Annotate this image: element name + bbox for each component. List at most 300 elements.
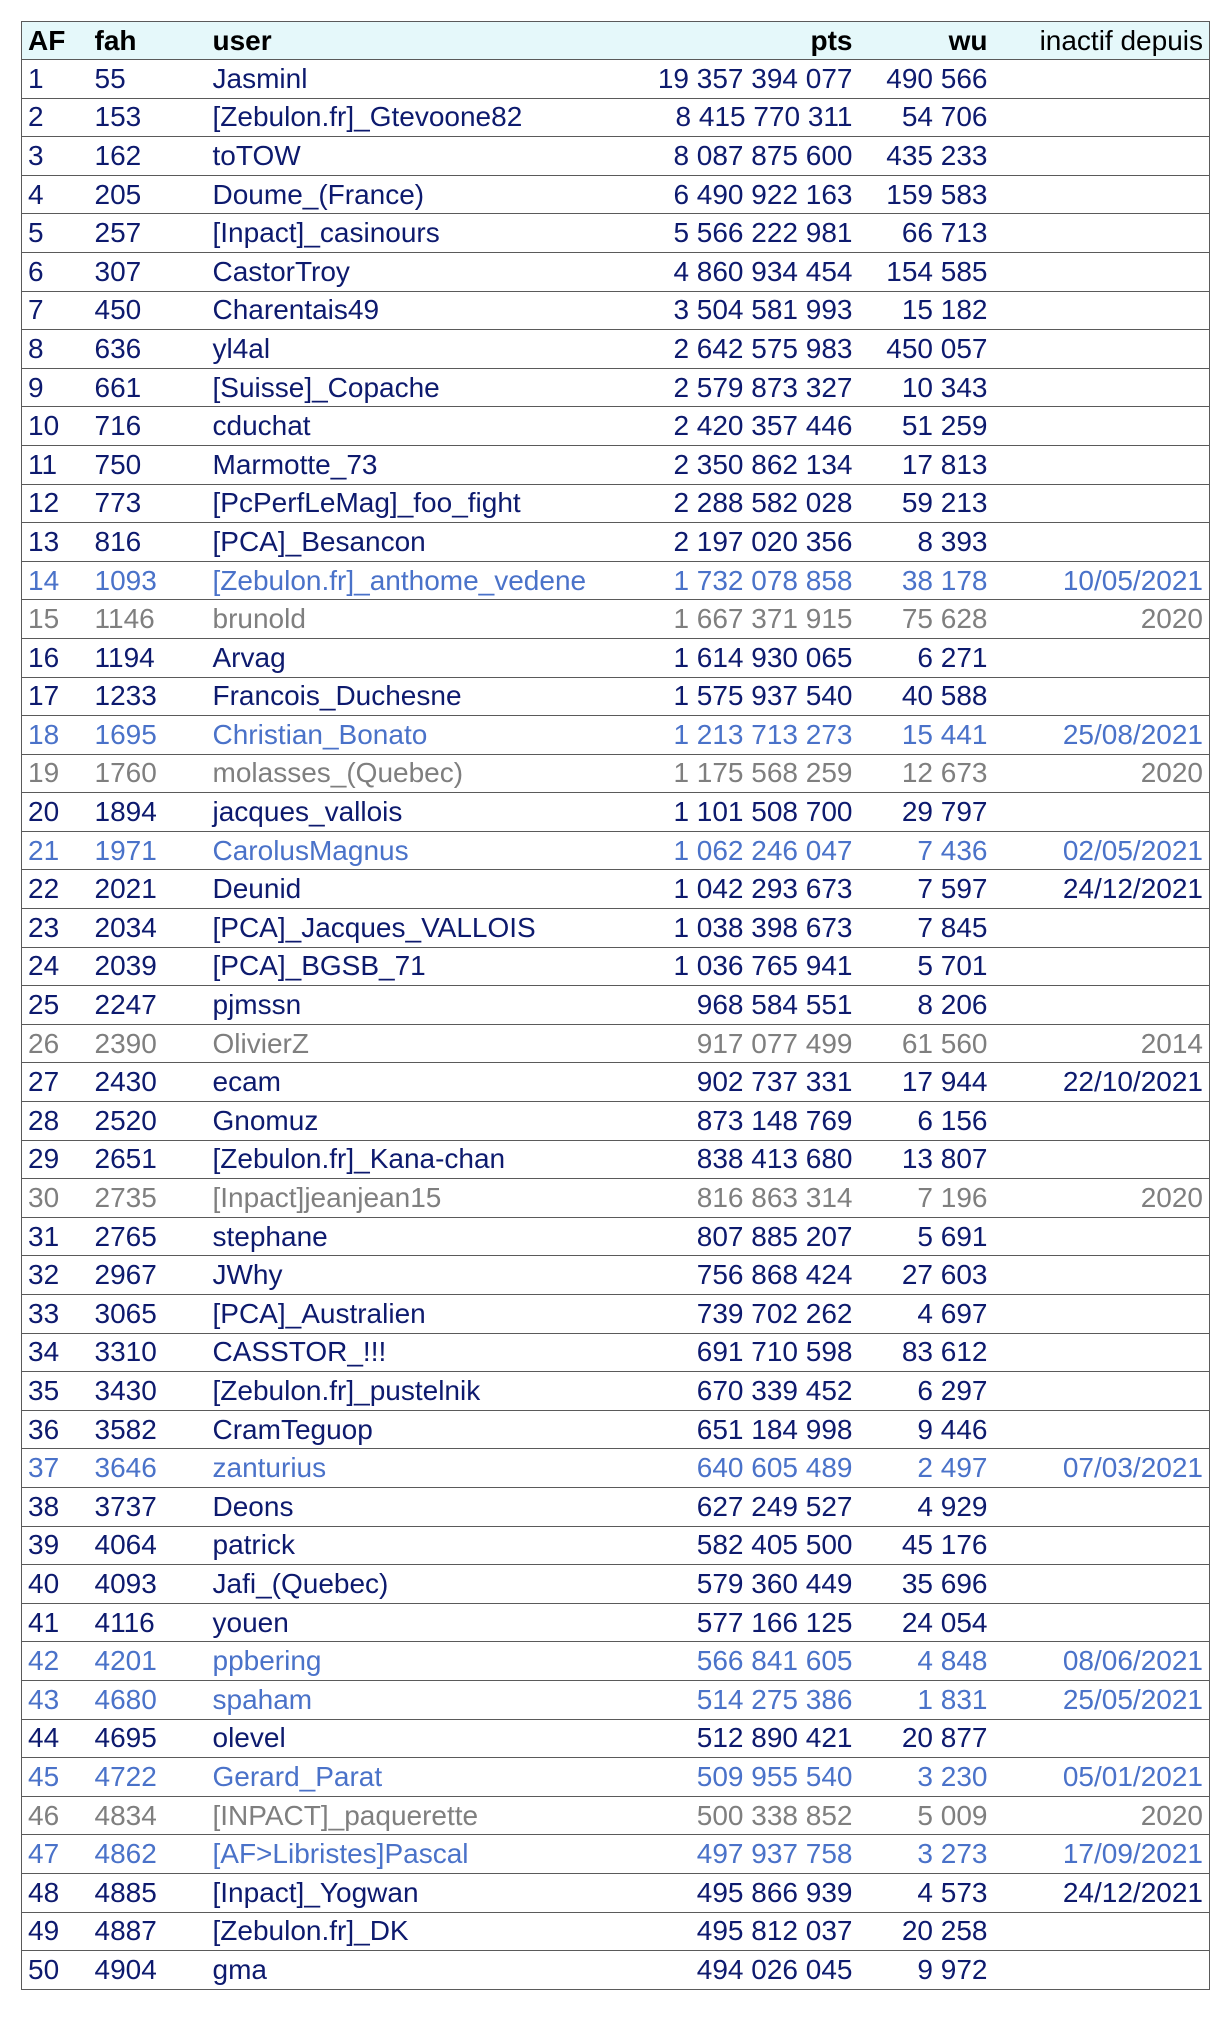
cell-inactive-since	[994, 368, 1210, 407]
cell-af: 11	[22, 445, 89, 484]
cell-inactive-since: 07/03/2021	[994, 1449, 1210, 1488]
cell-af: 42	[22, 1642, 89, 1681]
cell-inactive-since: 2020	[994, 1179, 1210, 1218]
cell-inactive-since	[994, 1912, 1210, 1951]
cell-pts: 6 490 922 163	[636, 175, 859, 214]
cell-inactive-since	[994, 677, 1210, 716]
table-row	[22, 445, 1210, 484]
cell-pts: 497 937 758	[636, 1835, 859, 1874]
table-row	[22, 1642, 1210, 1681]
header-inactive-since: inactif depuis	[994, 22, 1210, 60]
cell-fah: 716	[89, 407, 199, 446]
table-row	[22, 1449, 1210, 1488]
cell-inactive-since	[994, 252, 1210, 291]
table-row	[22, 1333, 1210, 1372]
table-row	[22, 98, 1210, 137]
cell-user: Deons	[199, 1487, 636, 1526]
cell-af: 17	[22, 677, 89, 716]
cell-pts: 495 866 939	[636, 1873, 859, 1912]
cell-af: 7	[22, 291, 89, 330]
table-row	[22, 677, 1210, 716]
cell-fah: 153	[89, 98, 199, 137]
ranking-table-container	[21, 21, 1209, 1990]
cell-fah: 1971	[89, 831, 199, 870]
table-row	[22, 1140, 1210, 1179]
cell-pts: 1 732 078 858	[636, 561, 859, 600]
cell-af: 16	[22, 638, 89, 677]
cell-inactive-since	[994, 1719, 1210, 1758]
table-row	[22, 1410, 1210, 1449]
cell-fah: 1760	[89, 754, 199, 793]
header-pts: pts	[636, 22, 859, 60]
cell-fah: 661	[89, 368, 199, 407]
cell-pts: 670 339 452	[636, 1372, 859, 1411]
cell-wu: 7 196	[859, 1179, 994, 1218]
table-row	[22, 1295, 1210, 1334]
table-row	[22, 484, 1210, 523]
cell-inactive-since	[994, 1603, 1210, 1642]
cell-wu: 7 845	[859, 909, 994, 948]
table-row	[22, 252, 1210, 291]
cell-pts: 19 357 394 077	[636, 60, 859, 99]
cell-inactive-since: 08/06/2021	[994, 1642, 1210, 1681]
cell-af: 22	[22, 870, 89, 909]
table-row	[22, 1680, 1210, 1719]
cell-wu: 24 054	[859, 1603, 994, 1642]
cell-af: 15	[22, 600, 89, 639]
cell-wu: 61 560	[859, 1024, 994, 1063]
cell-inactive-since	[994, 175, 1210, 214]
table-row	[22, 1603, 1210, 1642]
cell-af: 41	[22, 1603, 89, 1642]
cell-af: 28	[22, 1102, 89, 1141]
header-wu: wu	[859, 22, 994, 60]
table-row	[22, 870, 1210, 909]
cell-pts: 807 885 207	[636, 1217, 859, 1256]
cell-wu: 15 182	[859, 291, 994, 330]
cell-inactive-since: 17/09/2021	[994, 1835, 1210, 1874]
cell-af: 32	[22, 1256, 89, 1295]
cell-user: pjmssn	[199, 986, 636, 1025]
cell-af: 3	[22, 137, 89, 176]
table-row	[22, 1217, 1210, 1256]
cell-pts: 582 405 500	[636, 1526, 859, 1565]
cell-af: 21	[22, 831, 89, 870]
cell-inactive-since	[994, 1102, 1210, 1141]
cell-user: [PCA]_Besancon	[199, 523, 636, 562]
cell-user: CarolusMagnus	[199, 831, 636, 870]
cell-af: 46	[22, 1796, 89, 1835]
cell-fah: 2390	[89, 1024, 199, 1063]
cell-user: patrick	[199, 1526, 636, 1565]
cell-wu: 59 213	[859, 484, 994, 523]
cell-inactive-since	[994, 137, 1210, 176]
cell-af: 26	[22, 1024, 89, 1063]
cell-user: olevel	[199, 1719, 636, 1758]
cell-user: Christian_Bonato	[199, 716, 636, 755]
cell-pts: 500 338 852	[636, 1796, 859, 1835]
cell-user: jacques_vallois	[199, 793, 636, 832]
cell-user: Charentais49	[199, 291, 636, 330]
cell-fah: 1194	[89, 638, 199, 677]
cell-fah: 4064	[89, 1526, 199, 1565]
cell-user: zanturius	[199, 1449, 636, 1488]
cell-wu: 159 583	[859, 175, 994, 214]
cell-inactive-since: 05/01/2021	[994, 1758, 1210, 1797]
cell-af: 47	[22, 1835, 89, 1874]
cell-user: OlivierZ	[199, 1024, 636, 1063]
cell-pts: 514 275 386	[636, 1680, 859, 1719]
cell-af: 8	[22, 330, 89, 369]
cell-wu: 450 057	[859, 330, 994, 369]
cell-inactive-since: 25/05/2021	[994, 1680, 1210, 1719]
table-row	[22, 214, 1210, 253]
cell-wu: 6 156	[859, 1102, 994, 1141]
cell-af: 40	[22, 1565, 89, 1604]
cell-wu: 8 206	[859, 986, 994, 1025]
cell-pts: 1 667 371 915	[636, 600, 859, 639]
cell-pts: 1 042 293 673	[636, 870, 859, 909]
table-row	[22, 1719, 1210, 1758]
cell-wu: 3 230	[859, 1758, 994, 1797]
cell-wu: 20 258	[859, 1912, 994, 1951]
cell-af: 6	[22, 252, 89, 291]
cell-wu: 29 797	[859, 793, 994, 832]
cell-inactive-since	[994, 1217, 1210, 1256]
cell-inactive-since	[994, 445, 1210, 484]
cell-inactive-since	[994, 1410, 1210, 1449]
cell-pts: 902 737 331	[636, 1063, 859, 1102]
cell-fah: 307	[89, 252, 199, 291]
cell-fah: 4093	[89, 1565, 199, 1604]
cell-fah: 3065	[89, 1295, 199, 1334]
cell-pts: 577 166 125	[636, 1603, 859, 1642]
cell-pts: 968 584 551	[636, 986, 859, 1025]
cell-inactive-since	[994, 98, 1210, 137]
cell-inactive-since	[994, 523, 1210, 562]
cell-user: [Inpact]_casinours	[199, 214, 636, 253]
cell-pts: 917 077 499	[636, 1024, 859, 1063]
cell-inactive-since	[994, 60, 1210, 99]
cell-user: Gnomuz	[199, 1102, 636, 1141]
cell-pts: 4 860 934 454	[636, 252, 859, 291]
cell-fah: 4885	[89, 1873, 199, 1912]
cell-fah: 4887	[89, 1912, 199, 1951]
table-row	[22, 716, 1210, 755]
cell-user: [Suisse]_Copache	[199, 368, 636, 407]
cell-fah: 636	[89, 330, 199, 369]
cell-fah: 750	[89, 445, 199, 484]
cell-pts: 3 504 581 993	[636, 291, 859, 330]
cell-fah: 2735	[89, 1179, 199, 1218]
cell-af: 38	[22, 1487, 89, 1526]
cell-wu: 6 271	[859, 638, 994, 677]
table-row	[22, 368, 1210, 407]
cell-af: 9	[22, 368, 89, 407]
cell-pts: 651 184 998	[636, 1410, 859, 1449]
cell-fah: 3310	[89, 1333, 199, 1372]
cell-wu: 17 944	[859, 1063, 994, 1102]
cell-af: 44	[22, 1719, 89, 1758]
cell-user: Gerard_Parat	[199, 1758, 636, 1797]
cell-pts: 1 575 937 540	[636, 677, 859, 716]
cell-wu: 490 566	[859, 60, 994, 99]
table-row	[22, 407, 1210, 446]
cell-wu: 7 436	[859, 831, 994, 870]
cell-user: CastorTroy	[199, 252, 636, 291]
cell-wu: 4 929	[859, 1487, 994, 1526]
cell-user: ppbering	[199, 1642, 636, 1681]
cell-user: [Zebulon.fr]_Kana-chan	[199, 1140, 636, 1179]
cell-inactive-since: 24/12/2021	[994, 870, 1210, 909]
cell-af: 31	[22, 1217, 89, 1256]
table-row	[22, 986, 1210, 1025]
cell-wu: 15 441	[859, 716, 994, 755]
cell-pts: 5 566 222 981	[636, 214, 859, 253]
cell-pts: 873 148 769	[636, 1102, 859, 1141]
cell-wu: 4 848	[859, 1642, 994, 1681]
cell-fah: 4695	[89, 1719, 199, 1758]
cell-inactive-since	[994, 986, 1210, 1025]
cell-fah: 1093	[89, 561, 199, 600]
cell-fah: 2247	[89, 986, 199, 1025]
cell-inactive-since	[994, 1140, 1210, 1179]
cell-user: toTOW	[199, 137, 636, 176]
cell-wu: 4 573	[859, 1873, 994, 1912]
cell-user: Doume_(France)	[199, 175, 636, 214]
cell-af: 23	[22, 909, 89, 948]
cell-af: 13	[22, 523, 89, 562]
table-header	[22, 22, 1210, 60]
cell-wu: 4 697	[859, 1295, 994, 1334]
table-row	[22, 523, 1210, 562]
cell-user: [Inpact]_Yogwan	[199, 1873, 636, 1912]
cell-af: 27	[22, 1063, 89, 1102]
cell-inactive-since	[994, 1526, 1210, 1565]
cell-user: [AF>Libristes]Pascal	[199, 1835, 636, 1874]
cell-af: 24	[22, 947, 89, 986]
cell-user: [Zebulon.fr]_DK	[199, 1912, 636, 1951]
cell-fah: 3582	[89, 1410, 199, 1449]
cell-user: cduchat	[199, 407, 636, 446]
cell-af: 20	[22, 793, 89, 832]
cell-inactive-since: 2020	[994, 600, 1210, 639]
table-row	[22, 831, 1210, 870]
cell-pts: 2 288 582 028	[636, 484, 859, 523]
cell-af: 45	[22, 1758, 89, 1797]
cell-user: brunold	[199, 600, 636, 639]
cell-fah: 4201	[89, 1642, 199, 1681]
cell-inactive-since	[994, 638, 1210, 677]
table-row	[22, 1024, 1210, 1063]
cell-pts: 1 175 568 259	[636, 754, 859, 793]
cell-fah: 2430	[89, 1063, 199, 1102]
cell-pts: 509 955 540	[636, 1758, 859, 1797]
table-row	[22, 60, 1210, 99]
cell-wu: 2 497	[859, 1449, 994, 1488]
cell-fah: 4862	[89, 1835, 199, 1874]
cell-user: spaham	[199, 1680, 636, 1719]
table-row	[22, 947, 1210, 986]
table-row	[22, 175, 1210, 214]
cell-wu: 9 446	[859, 1410, 994, 1449]
cell-pts: 495 812 037	[636, 1912, 859, 1951]
cell-inactive-since: 24/12/2021	[994, 1873, 1210, 1912]
cell-af: 49	[22, 1912, 89, 1951]
cell-user: [PcPerfLeMag]_foo_fight	[199, 484, 636, 523]
table-body	[22, 60, 1210, 1990]
table-row	[22, 1063, 1210, 1102]
cell-inactive-since: 10/05/2021	[994, 561, 1210, 600]
cell-fah: 816	[89, 523, 199, 562]
cell-user: Marmotte_73	[199, 445, 636, 484]
cell-pts: 1 101 508 700	[636, 793, 859, 832]
cell-wu: 3 273	[859, 1835, 994, 1874]
cell-fah: 3646	[89, 1449, 199, 1488]
cell-pts: 2 579 873 327	[636, 368, 859, 407]
cell-fah: 257	[89, 214, 199, 253]
cell-inactive-since: 2020	[994, 754, 1210, 793]
cell-pts: 494 026 045	[636, 1951, 859, 1990]
table-row	[22, 909, 1210, 948]
cell-user: JWhy	[199, 1256, 636, 1295]
cell-wu: 38 178	[859, 561, 994, 600]
cell-pts: 579 360 449	[636, 1565, 859, 1604]
cell-pts: 1 062 246 047	[636, 831, 859, 870]
cell-user: Deunid	[199, 870, 636, 909]
cell-af: 37	[22, 1449, 89, 1488]
cell-af: 25	[22, 986, 89, 1025]
cell-user: [PCA]_BGSB_71	[199, 947, 636, 986]
cell-wu: 75 628	[859, 600, 994, 639]
cell-wu: 1 831	[859, 1680, 994, 1719]
cell-wu: 154 585	[859, 252, 994, 291]
cell-pts: 1 038 398 673	[636, 909, 859, 948]
cell-inactive-since	[994, 1565, 1210, 1604]
cell-fah: 4722	[89, 1758, 199, 1797]
cell-inactive-since	[994, 407, 1210, 446]
cell-fah: 2039	[89, 947, 199, 986]
cell-wu: 12 673	[859, 754, 994, 793]
cell-pts: 2 350 862 134	[636, 445, 859, 484]
cell-inactive-since: 02/05/2021	[994, 831, 1210, 870]
table-row	[22, 1758, 1210, 1797]
cell-inactive-since	[994, 1487, 1210, 1526]
cell-af: 35	[22, 1372, 89, 1411]
cell-wu: 54 706	[859, 98, 994, 137]
cell-inactive-since	[994, 214, 1210, 253]
cell-inactive-since	[994, 1295, 1210, 1334]
cell-af: 34	[22, 1333, 89, 1372]
cell-user: [Zebulon.fr]_Gtevoone82	[199, 98, 636, 137]
cell-user: youen	[199, 1603, 636, 1642]
table-row	[22, 1102, 1210, 1141]
cell-wu: 45 176	[859, 1526, 994, 1565]
cell-inactive-since	[994, 1333, 1210, 1372]
cell-pts: 1 036 765 941	[636, 947, 859, 986]
cell-af: 43	[22, 1680, 89, 1719]
cell-wu: 40 588	[859, 677, 994, 716]
cell-af: 50	[22, 1951, 89, 1990]
cell-af: 36	[22, 1410, 89, 1449]
cell-fah: 773	[89, 484, 199, 523]
cell-pts: 816 863 314	[636, 1179, 859, 1218]
cell-af: 2	[22, 98, 89, 137]
cell-pts: 2 197 020 356	[636, 523, 859, 562]
cell-fah: 2520	[89, 1102, 199, 1141]
cell-af: 10	[22, 407, 89, 446]
cell-pts: 756 868 424	[636, 1256, 859, 1295]
table-row	[22, 137, 1210, 176]
header-user: user	[199, 22, 636, 60]
cell-fah: 1894	[89, 793, 199, 832]
cell-fah: 2967	[89, 1256, 199, 1295]
cell-wu: 83 612	[859, 1333, 994, 1372]
cell-af: 48	[22, 1873, 89, 1912]
cell-wu: 10 343	[859, 368, 994, 407]
table-row	[22, 754, 1210, 793]
cell-wu: 6 297	[859, 1372, 994, 1411]
cell-wu: 435 233	[859, 137, 994, 176]
cell-user: [INPACT]_paquerette	[199, 1796, 636, 1835]
cell-user: Arvag	[199, 638, 636, 677]
cell-af: 1	[22, 60, 89, 99]
cell-fah: 2651	[89, 1140, 199, 1179]
cell-af: 4	[22, 175, 89, 214]
table-row	[22, 561, 1210, 600]
cell-inactive-since: 2014	[994, 1024, 1210, 1063]
cell-inactive-since: 2020	[994, 1796, 1210, 1835]
cell-af: 29	[22, 1140, 89, 1179]
cell-user: molasses_(Quebec)	[199, 754, 636, 793]
cell-inactive-since	[994, 1951, 1210, 1990]
cell-pts: 512 890 421	[636, 1719, 859, 1758]
cell-fah: 205	[89, 175, 199, 214]
table-row	[22, 1256, 1210, 1295]
cell-wu: 9 972	[859, 1951, 994, 1990]
cell-fah: 450	[89, 291, 199, 330]
cell-user: stephane	[199, 1217, 636, 1256]
cell-inactive-since	[994, 909, 1210, 948]
table-row	[22, 1951, 1210, 1990]
cell-af: 33	[22, 1295, 89, 1334]
cell-wu: 7 597	[859, 870, 994, 909]
cell-user: [PCA]_Australien	[199, 1295, 636, 1334]
cell-inactive-since	[994, 291, 1210, 330]
cell-inactive-since	[994, 484, 1210, 523]
cell-inactive-since	[994, 330, 1210, 369]
ranking-table	[21, 21, 1210, 1990]
cell-wu: 27 603	[859, 1256, 994, 1295]
cell-inactive-since: 22/10/2021	[994, 1063, 1210, 1102]
header-row	[22, 22, 1210, 60]
cell-pts: 2 642 575 983	[636, 330, 859, 369]
cell-pts: 2 420 357 446	[636, 407, 859, 446]
cell-fah: 2021	[89, 870, 199, 909]
cell-wu: 35 696	[859, 1565, 994, 1604]
table-row	[22, 330, 1210, 369]
table-row	[22, 600, 1210, 639]
cell-pts: 739 702 262	[636, 1295, 859, 1334]
cell-user: CASSTOR_!!!	[199, 1333, 636, 1372]
cell-af: 14	[22, 561, 89, 600]
cell-wu: 17 813	[859, 445, 994, 484]
table-row	[22, 1372, 1210, 1411]
cell-inactive-since	[994, 1256, 1210, 1295]
cell-pts: 8 087 875 600	[636, 137, 859, 176]
cell-wu: 5 691	[859, 1217, 994, 1256]
cell-pts: 838 413 680	[636, 1140, 859, 1179]
